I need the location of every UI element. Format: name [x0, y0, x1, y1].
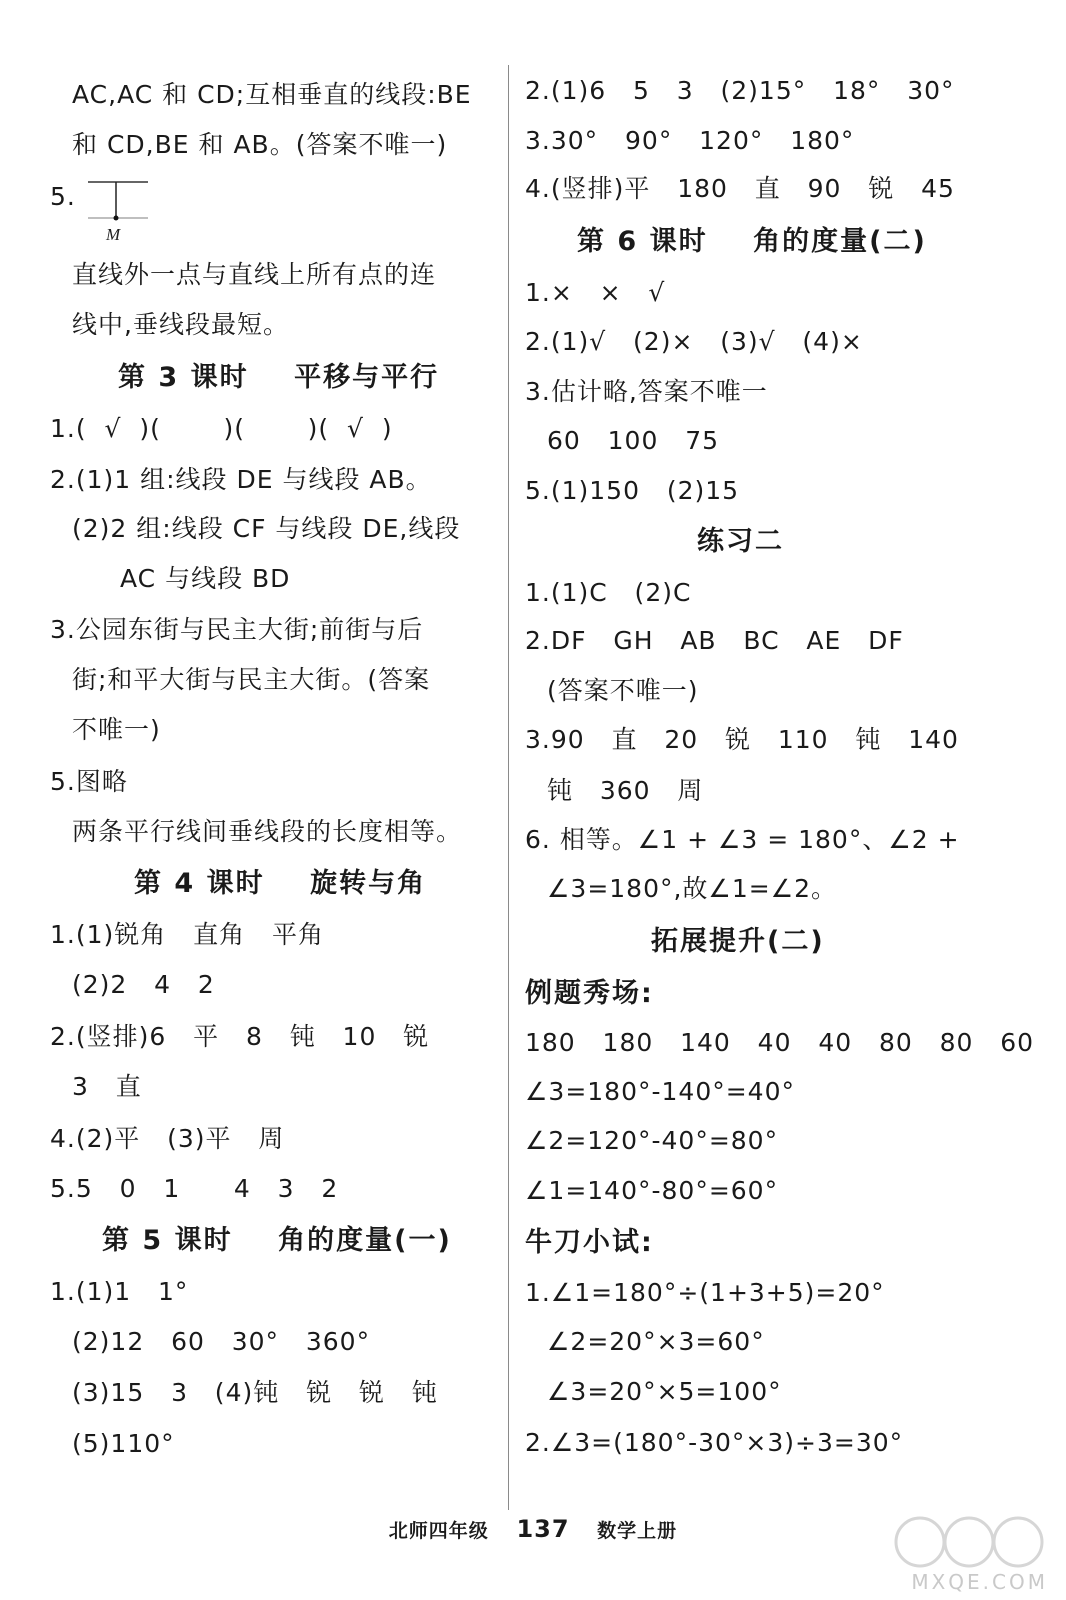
- answer-line: 2.DF GH AB BC AE DF: [525, 626, 904, 655]
- answer-line: 1.(1)1 1°: [50, 1277, 189, 1306]
- answer-line: 1.( √ )( )( )( √ ): [50, 414, 393, 443]
- answer-line: ∠2=20°×3=60°: [547, 1327, 765, 1356]
- answer-line: 2.(1)√ (2)× (3)√ (4)×: [525, 327, 863, 356]
- answer-line: ∠1=140°-80°=60°: [525, 1176, 779, 1205]
- answer-line: 1.(1)锐角 直角 平角: [50, 920, 324, 949]
- answer-line: 5.5 0 1 4 3 2: [50, 1174, 339, 1203]
- answer-line: 5.: [50, 182, 76, 211]
- answer-line: ∠3=180°-140°=40°: [525, 1077, 795, 1106]
- answer-line: (2)2 4 2: [72, 970, 215, 999]
- page-number: 137: [516, 1515, 570, 1543]
- answer-line: 5.图略: [50, 767, 128, 796]
- answer-line: 6. 相等。∠1 + ∠3 = 180°、∠2 +: [525, 825, 960, 854]
- point-m-label: M: [106, 225, 121, 244]
- answer-line: 1.∠1=180°÷(1+3+5)=20°: [525, 1278, 885, 1307]
- footer-book: 数学上册: [597, 1520, 678, 1542]
- answer-line: AC 与线段 BD: [120, 564, 291, 593]
- answer-line: 线中,垂线段最短。: [72, 310, 289, 339]
- section-heading: 练习二: [697, 526, 784, 557]
- answer-line: 1.× × √: [525, 278, 666, 307]
- answer-line: ∠2=120°-40°=80°: [525, 1126, 779, 1155]
- section-heading: 拓展提升(二): [651, 926, 825, 957]
- watermark-logo: [894, 1512, 1044, 1572]
- answer-line: 3.90 直 20 锐 110 钝 140: [525, 725, 959, 754]
- footer-grade: 北师四年级: [388, 1520, 489, 1542]
- answer-line: (答案不唯一): [547, 676, 699, 705]
- answer-line: 3.公园东街与民主大街;前街与后: [50, 615, 424, 644]
- answer-line: 直线外一点与直线上所有点的连: [72, 260, 437, 289]
- answer-line: 4.(竖排)平 180 直 90 锐 45: [525, 174, 955, 203]
- answer-line: 不唯一): [72, 715, 161, 744]
- section-heading: 第 4 课时 旋转与角: [134, 868, 427, 899]
- answer-line: (2)12 60 30° 360°: [72, 1327, 371, 1356]
- watermark-url: MXQE.COM: [911, 1570, 1048, 1594]
- section-heading: 牛刀小试:: [525, 1227, 654, 1258]
- answer-line: 180 180 140 40 40 80 80 60: [525, 1028, 1035, 1057]
- answer-line: 60 100 75: [547, 426, 720, 455]
- answer-line: 3.估计略,答案不唯一: [525, 377, 768, 406]
- answer-line: 3.30° 90° 120° 180°: [525, 126, 855, 155]
- answer-line: 钝 360 周: [547, 776, 704, 805]
- perpendicular-figure: [88, 178, 178, 248]
- answer-line: 2.(1)6 5 3 (2)15° 18° 30°: [525, 76, 955, 105]
- answer-line: (3)15 3 (4)钝 锐 锐 钝: [72, 1378, 438, 1407]
- answer-line: 2.(1)1 组:线段 DE 与线段 AB。: [50, 465, 432, 494]
- answer-line: 2.(竖排)6 平 8 钝 10 锐: [50, 1022, 430, 1051]
- answer-line: (5)110°: [72, 1429, 175, 1458]
- answer-line: 街;和平大街与民主大街。(答案: [72, 665, 431, 694]
- answer-line: 和 CD,BE 和 AB。(答案不唯一): [72, 130, 448, 159]
- answer-line: 3 直: [72, 1072, 142, 1101]
- answer-line: (2)2 组:线段 CF 与线段 DE,线段: [72, 514, 461, 543]
- section-heading: 例题秀场:: [525, 978, 654, 1009]
- answer-line: ∠3=20°×5=100°: [547, 1377, 782, 1406]
- section-heading: 第 6 课时 角的度量(二): [577, 226, 927, 257]
- answer-line: AC,AC 和 CD;互相垂直的线段:BE: [72, 80, 472, 109]
- answer-line: 1.(1)C (2)C: [525, 578, 692, 607]
- column-divider: [508, 65, 509, 1510]
- answer-line: 2.∠3=(180°-30°×3)÷3=30°: [525, 1428, 904, 1457]
- answer-line: 5.(1)150 (2)15: [525, 476, 740, 505]
- section-heading: 第 3 课时 平移与平行: [118, 362, 440, 393]
- section-heading: 第 5 课时 角的度量(一): [102, 1225, 452, 1256]
- answer-line: 4.(2)平 (3)平 周: [50, 1124, 285, 1153]
- answer-line: 两条平行线间垂线段的长度相等。: [72, 817, 463, 846]
- answer-line: ∠3=180°,故∠1=∠2。: [547, 874, 838, 903]
